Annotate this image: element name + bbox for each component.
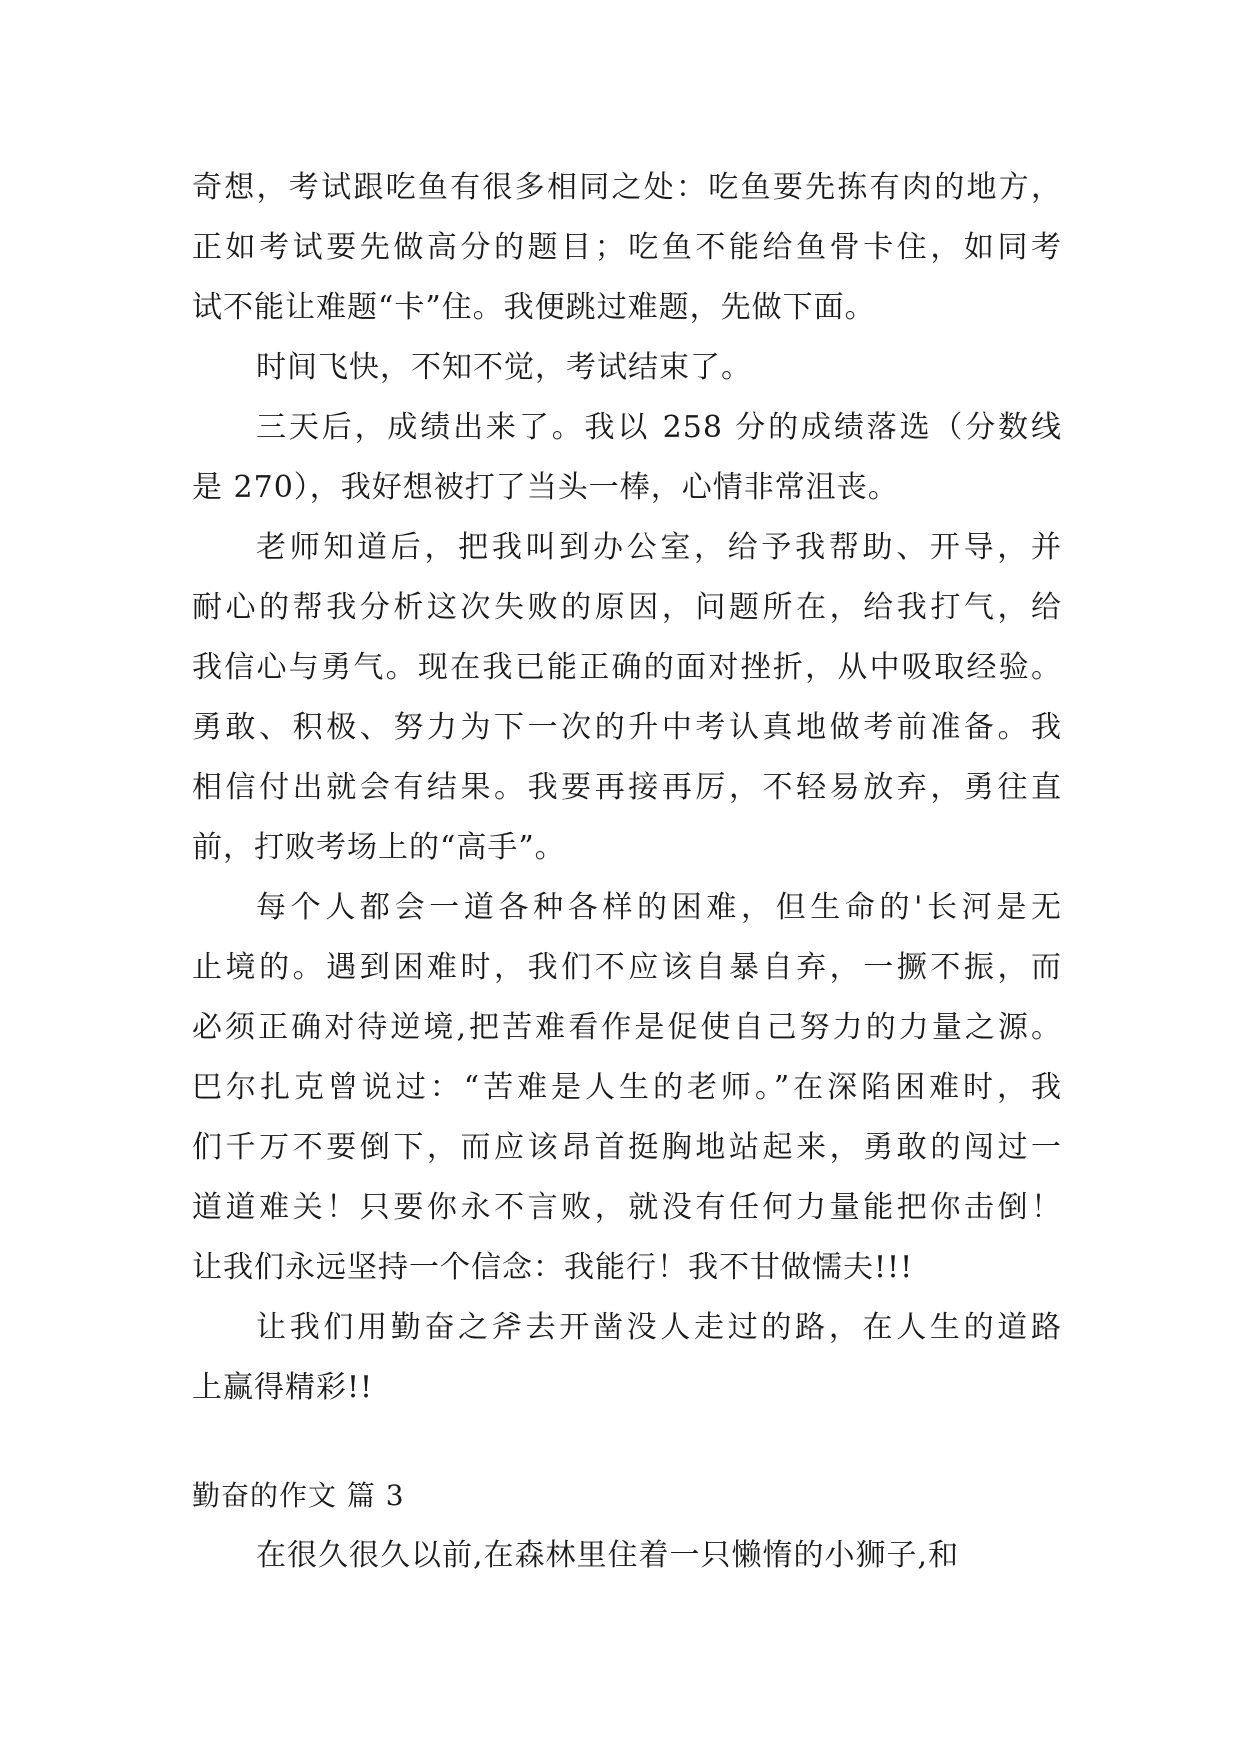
paragraph — [192, 398, 1062, 518]
text-line: 让我们用勤奋之斧去开凿没人走过的路，在人生的道路 — [256, 1310, 1062, 1345]
text-line: 我信心与勇气。现在我已能正确的面对挫折，从中吸取经验。 — [192, 650, 1062, 685]
text-line: 让我们永远坚持一个信念：我能行！我不甘做懦夫!!! — [192, 1250, 914, 1285]
section-gap — [192, 1418, 1062, 1466]
text-line: 老师知道后，把我叫到办公室，给予我帮助、开导，并 — [256, 530, 1062, 565]
paragraph — [192, 878, 1062, 1298]
text-line: 耐心的帮我分析这次失败的原因，问题所在，给我打气，给 — [192, 590, 1062, 625]
document-body — [192, 158, 1062, 1586]
text-line: 止境的。遇到困难时，我们不应该自暴自弃，一撅不振，而 — [192, 950, 1062, 985]
text-line: 道道难关！只要你永不言败，就没有任何力量能把你击倒！ — [192, 1190, 1062, 1225]
text-line: 必须正确对待逆境,把苦难看作是促使自己努力的力量之源。 — [192, 1010, 1062, 1045]
paragraph — [192, 158, 1062, 338]
text-line: 三天后，成绩出来了。我以 258 分的成绩落选（分数线 — [256, 410, 1062, 445]
paragraph — [192, 338, 1062, 398]
text-line: 是 270），我好想被打了当头一棒，心情非常沮丧。 — [192, 470, 899, 505]
paragraph — [192, 518, 1062, 878]
text-line: 时间飞快，不知不觉，考试结束了。 — [256, 350, 752, 385]
text-line: 巴尔扎克曾说过：“苦难是人生的老师。”在深陷困难时，我 — [192, 1070, 1062, 1105]
text-line: 每个人都会一道各种各样的困难，但生命的'长河是无 — [256, 890, 1062, 925]
text-line: 们千万不要倒下，而应该昂首挺胸地站起来，勇敢的闯过一 — [192, 1130, 1062, 1165]
section-heading: 勤奋的作文 篇 3 — [192, 1479, 405, 1512]
text-line: 正如考试要先做高分的题目；吃鱼不能给鱼骨卡住，如同考 — [192, 230, 1062, 265]
paragraph — [192, 1298, 1062, 1418]
text-line: 前，打败考场上的“高手”。 — [192, 830, 566, 865]
text-line: 勇敢、积极、努力为下一次的升中考认真地做考前准备。我 — [192, 710, 1062, 745]
text-line: 相信付出就会有结果。我要再接再厉，不轻易放弃，勇往直 — [192, 770, 1062, 805]
text-line: 在很久很久以前,在森林里住着一只懒惰的小狮子,和 — [256, 1538, 960, 1573]
text-line: 奇想，考试跟吃鱼有很多相同之处：吃鱼要先拣有肉的地方， — [192, 170, 1062, 205]
text-line: 上赢得精彩!! — [192, 1370, 374, 1405]
paragraph — [192, 1526, 1062, 1586]
text-line: 试不能让难题“卡”住。我便跳过难题，先做下面。 — [192, 290, 876, 325]
